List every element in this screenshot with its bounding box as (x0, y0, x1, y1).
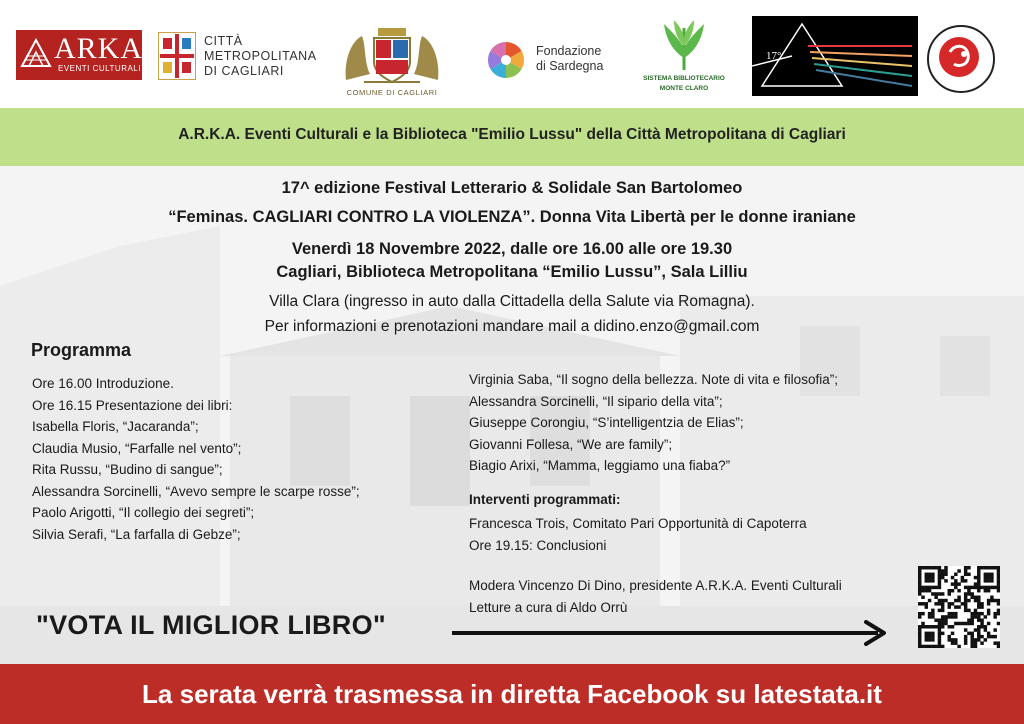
fondazione-line-2: di Sardegna (536, 59, 604, 73)
event-venue: Cagliari, Biblioteca Metropolitana “Emilio Lussu”, Sala Lilliu (276, 263, 748, 281)
event-theme: “Feminas. CAGLIARI CONTRO LA VIOLENZA”. Donna Vita Libertà per le donne iraniane (168, 208, 856, 226)
arka-logo (16, 30, 142, 80)
vote-label: "VOTA IL MIGLIOR LIBRO" (36, 610, 386, 640)
leaf-icon (636, 18, 732, 72)
qr-code[interactable] (918, 566, 1000, 648)
event-info: Per informazioni e prenotazioni mandare mail a didino.enzo@gmail.com (264, 318, 760, 335)
event-edition: 17^ edizione Festival Letterario & Solidale San Bartolomeo (281, 179, 743, 197)
sistema-bibliotecario-logo (636, 18, 732, 98)
footer-text: La serata verrà trasmessa in diretta Facebook su latestata.it (142, 679, 882, 709)
program-heading: Programma (31, 340, 132, 360)
coat-of-arms-icon (340, 22, 444, 86)
citta-line-3: DI CAGLIARI (204, 64, 284, 78)
program-left-list (32, 373, 360, 545)
list-item: Alessandra Sorcinelli, “Il sipario della vita”; (469, 393, 723, 409)
fondazione-emblem-icon (486, 40, 526, 80)
list-item: Paolo Arigotti, “Il collegio dei segreti”; (32, 505, 255, 520)
event-date: Venerdì 18 Novembre 2022, dalle ore 16.00 alle ore 19.30 (291, 240, 733, 258)
list-item: Giovanni Follesa, “We are family”; (469, 436, 673, 452)
citta-metropolitana-logo (158, 32, 328, 80)
moderazione-list (469, 575, 842, 618)
arka-name: ARKA (54, 32, 144, 65)
list-item: Francesca Trois, Comitato Pari Opportunità di Capoterra (469, 516, 807, 531)
list-item: Ore 16.00 Introduzione. (32, 376, 174, 391)
list-item: Silvia Serafi, “La farfalla di Gebze”; (32, 526, 241, 542)
event-access: Villa Clara (ingresso in auto dalla Cittadella della Salute via Romagna). (269, 293, 755, 310)
comune-cagliari-logo (340, 22, 444, 100)
list-item: Modera Vincenzo Di Dino, presidente A.R.K.A. Eventi Culturali (469, 578, 842, 593)
arrow-right-icon (452, 620, 888, 646)
fondazione-line-1: Fondazione (536, 44, 602, 58)
list-item: Virginia Saba, “Il sogno della bellezza. Note di vita e filosofia”; (469, 372, 838, 387)
latestata-emblem-icon (926, 24, 996, 94)
citta-line-2: METROPOLITANA (204, 49, 317, 63)
latestata-logo (926, 24, 996, 94)
festival-edition: 17° (766, 50, 782, 62)
sistema-line-1: SISTEMA BIBLIOTECARIO (643, 75, 725, 82)
qr-code-icon (918, 566, 1000, 648)
list-item: Biagio Arixi, “Mamma, leggiamo una fiaba?” (469, 458, 731, 473)
list-item: Ore 16.15 Presentazione dei libri: (32, 397, 233, 413)
list-item: Ore 19.15: Conclusioni (469, 537, 607, 553)
arka-subtitle: EVENTI CULTURALI (58, 64, 141, 73)
comune-caption: COMUNE DI CAGLIARI (346, 88, 438, 97)
festival-prism-logo (752, 16, 918, 96)
logos-strip (0, 0, 1024, 108)
list-item: Giuseppe Corongiu, “S’intelligentzia de Elias”; (469, 415, 744, 430)
interventi-heading: Interventi programmati: (469, 492, 621, 507)
list-item: Rita Russu, “Budino di sangue”; (32, 462, 223, 477)
sardinia-flag-icon (158, 32, 196, 80)
sistema-line-2: MONTE CLARO (659, 85, 709, 92)
organizers-title: A.R.K.A. Eventi Culturali e la Biblioteca "Emilio Lussu" della Città Metropolitana di Cagliari (178, 126, 846, 143)
list-item: Claudia Musio, “Farfalle nel vento”; (32, 440, 242, 456)
list-item: Letture a cura di Aldo Orrù (469, 599, 628, 615)
list-item: Alessandra Sorcinelli, “Avevo sempre le scarpe rosse”; (32, 483, 360, 499)
list-item: Isabella Floris, “Jacaranda”; (32, 419, 199, 434)
arka-emblem-icon (20, 38, 52, 68)
fondazione-sardegna-logo (486, 40, 616, 80)
citta-line-1: CITTÀ (204, 34, 243, 48)
interventi-list (469, 513, 807, 556)
program-right-list (469, 369, 838, 477)
